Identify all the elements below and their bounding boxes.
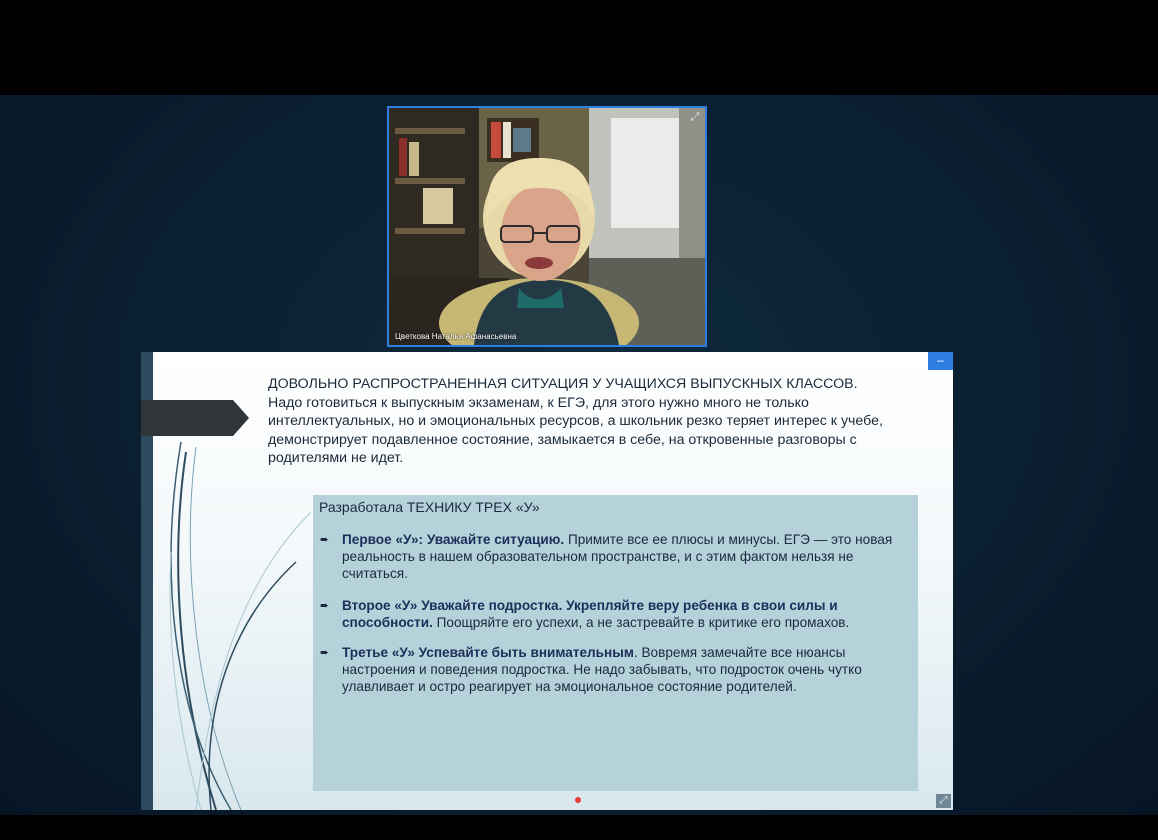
bullet-text: Примите все ее плюсы и минусы. ЕГЭ — это новая реальность в нашем образовательном пространстве, и с этим фактом нельзя не считаться. [342, 532, 893, 581]
bullet-text: . Вовремя замечайте все нюансы настроения и поведения подростка. Не надо забывать, что подросток очень чутко улавливает и остро реагирует на эмоциональное состояние родителей. [342, 645, 862, 694]
slide-paragraph: Надо готовиться к выпускным экзаменам, к ЕГЭ, для этого нужно много не только интеллектуальных, но и эмоциональных ресурсов, а школьник резко теряет интерес к учебе, демонстрирует подавленное состояние, замыкается в себе, на откровенные разговоры с родителями не идет. [268, 394, 883, 466]
bullet-item [320, 597, 914, 631]
arrow-bullet-icon: ➨ [320, 534, 330, 546]
slide-heading: ДОВОЛЬНО РАСПРОСТРАНЕННАЯ СИТУАЦИЯ У УЧАЩИХСЯ ВЫПУСКНЫХ КЛАССОВ. [268, 376, 858, 392]
technique-title: Разработала ТЕХНИКУ ТРЕХ «У» [319, 499, 540, 515]
slide-intro-text [268, 375, 918, 468]
technique-box [313, 495, 918, 791]
top-black-bar [0, 0, 1158, 95]
arrow-bullet-icon: ➨ [320, 647, 330, 659]
bullet-text: Поощряйте его успехи, а не застревайте в критике его промахов. [432, 615, 850, 630]
bullet-item [320, 644, 914, 695]
webcam-video-frame [389, 108, 705, 345]
bullet-item [320, 531, 914, 582]
participant-name-label: Цветкова Наталья Афанасьевна [395, 332, 517, 341]
participant-video-tile[interactable] [387, 106, 707, 347]
fullscreen-icon[interactable]: ⤢ [936, 794, 951, 808]
bottom-black-bar [0, 815, 1158, 840]
minimize-button[interactable]: – [928, 352, 953, 370]
arrow-bullet-icon: ➨ [320, 600, 330, 612]
slide-arrow-shape [141, 400, 249, 436]
presentation-slide [141, 352, 953, 810]
bullet-bold: Второе «У» Уважайте подростка. Укрепляйте веру ребенка в свои силы и способности. [342, 598, 838, 630]
slide-indicator-dot [575, 797, 581, 803]
bullet-bold: Третье «У» Успевайте быть внимательным [342, 645, 634, 660]
bullet-bold: Первое «У»: Уважайте ситуацию. [342, 532, 565, 547]
expand-icon[interactable]: ⤢ [690, 111, 700, 123]
